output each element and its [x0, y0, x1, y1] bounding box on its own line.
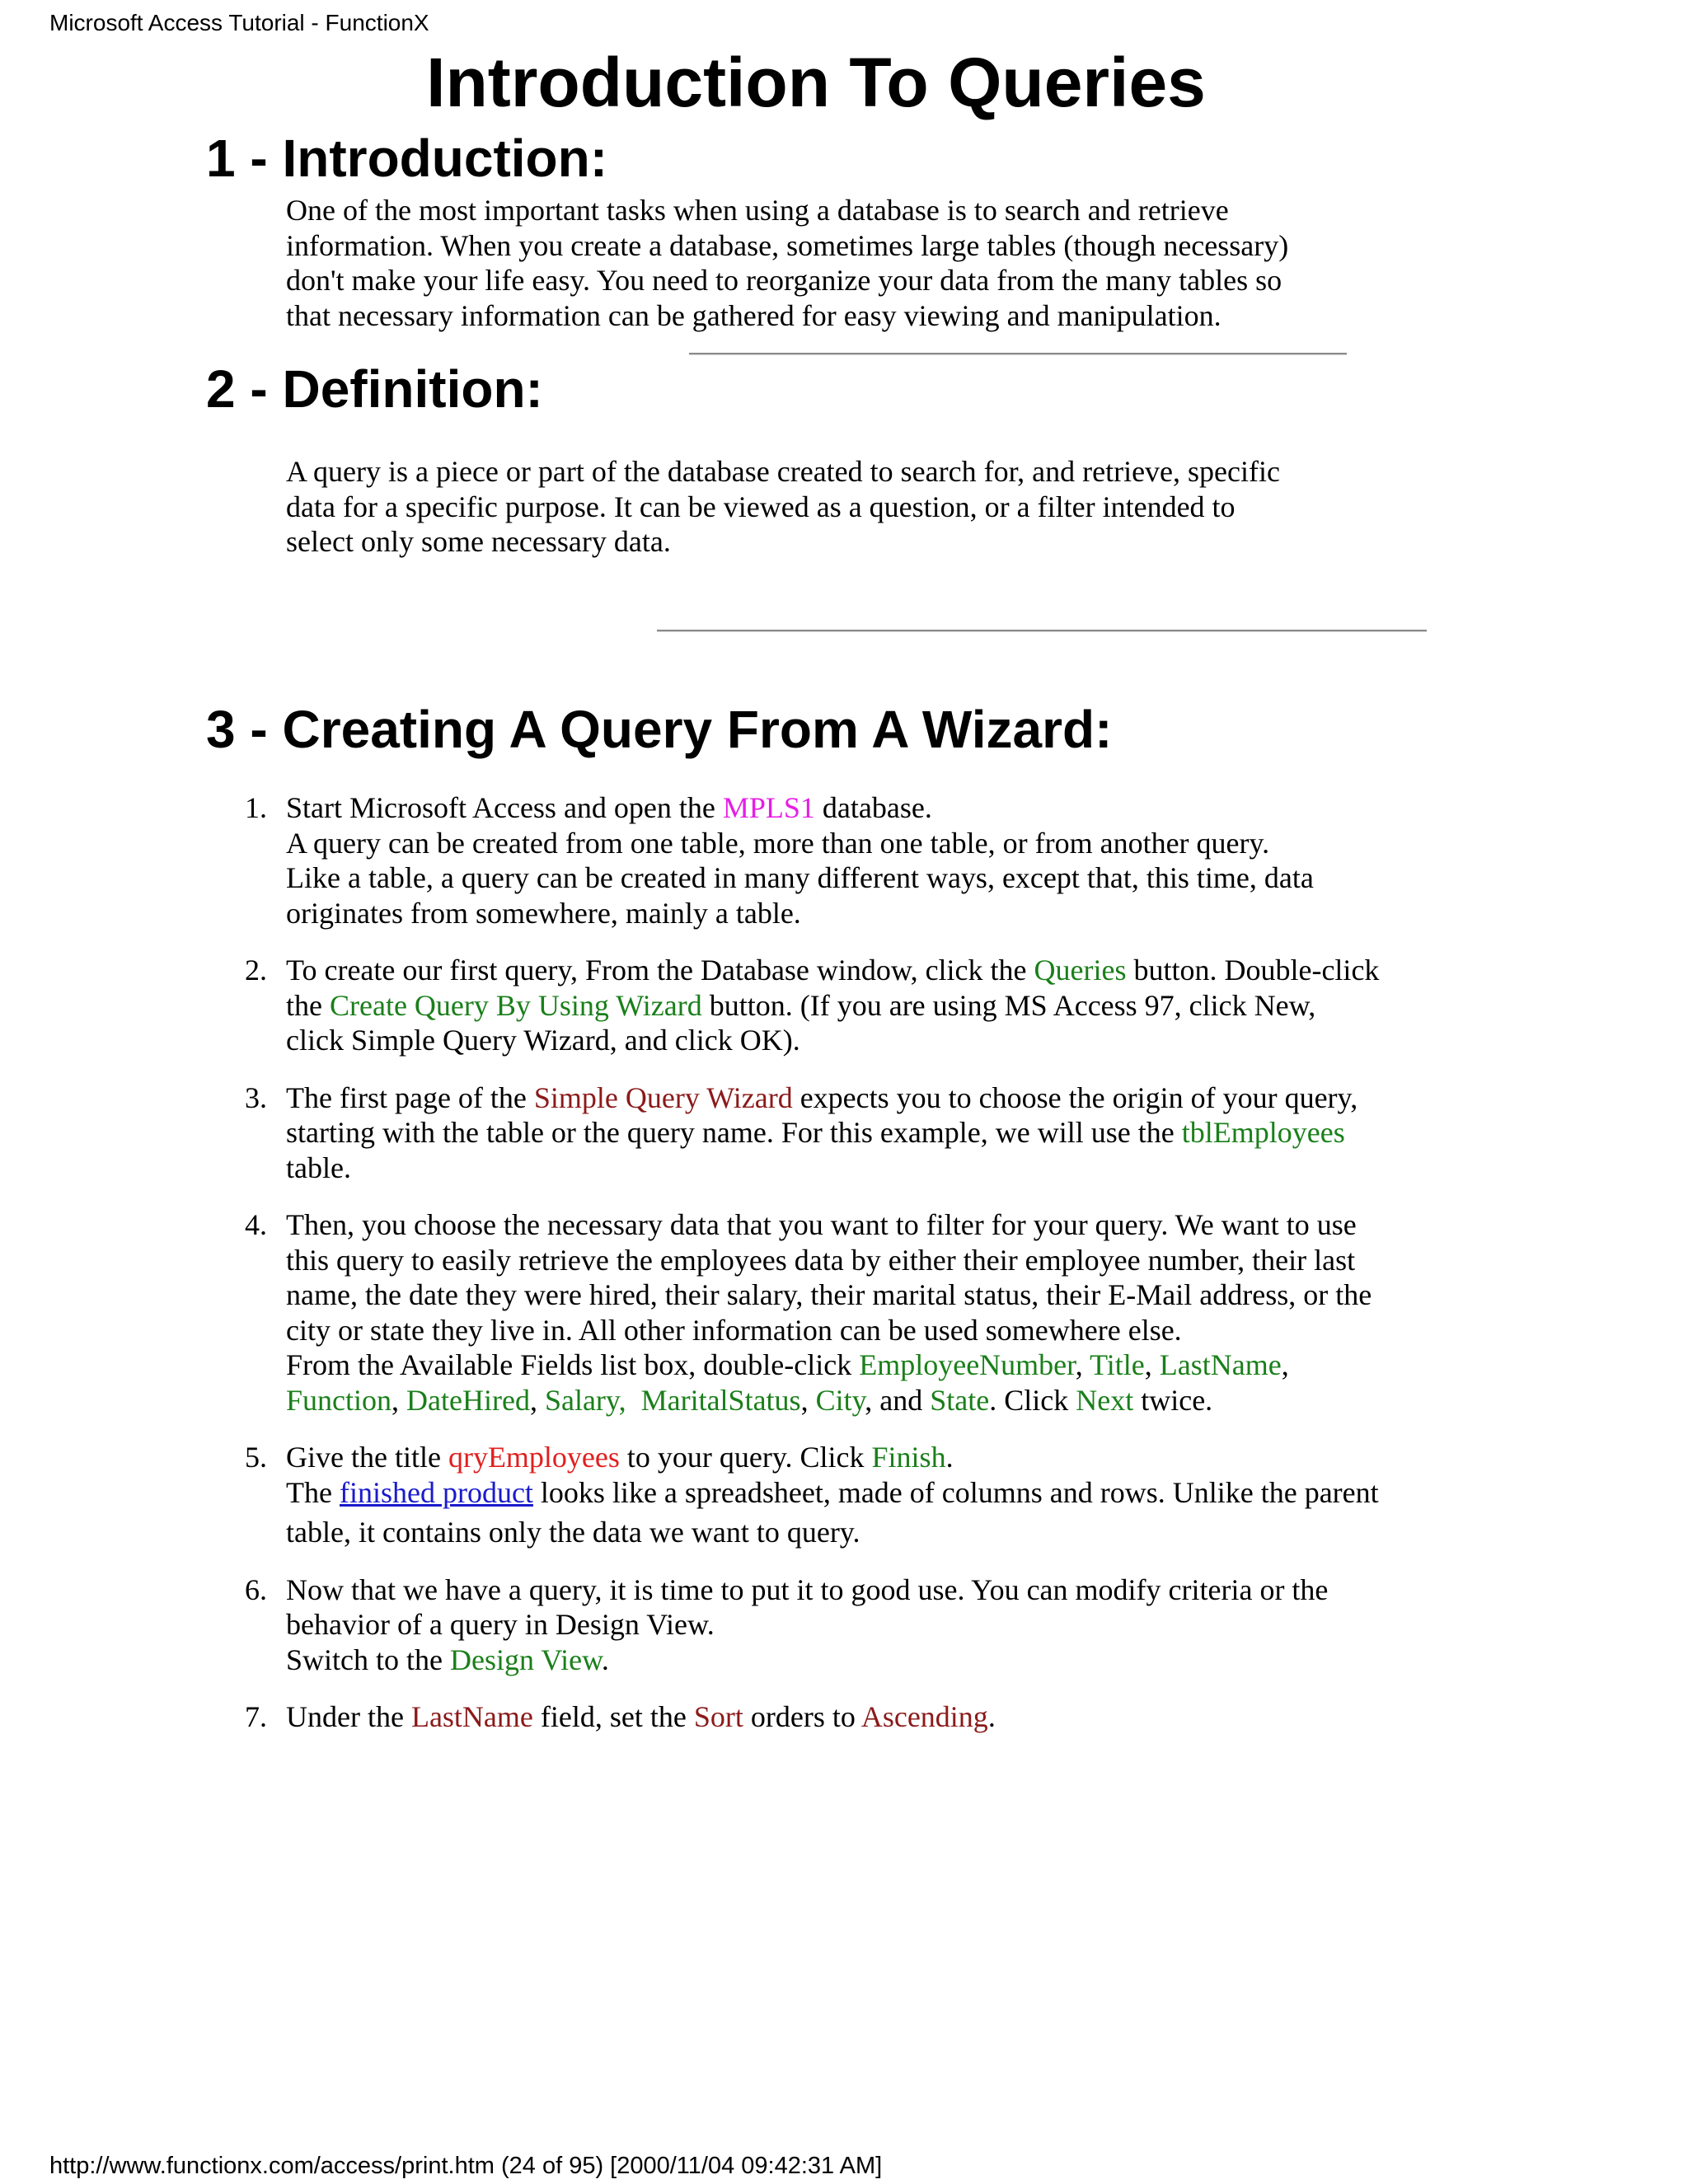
list-item [245, 1080, 1432, 1186]
introduction-paragraph [286, 193, 1432, 333]
definition-line: A query is a piece or part of the database created to search for, and retrieve, specific [286, 455, 1280, 488]
step-text: , [1281, 1348, 1289, 1381]
step-line: this query to easily retrieve the employees data by either their employee number, their last [286, 1243, 1356, 1277]
intro-line: that necessary information can be gathered for easy viewing and manipulation. [286, 298, 1221, 332]
list-item [245, 790, 1432, 930]
definition-line: data for a specific purpose. It can be viewed as a question, or a filter intended to [286, 490, 1236, 523]
list-item [245, 1699, 1432, 1735]
section-heading-introduction: 1 - Introduction: [206, 129, 608, 188]
step-text: The first page of the [286, 1080, 534, 1114]
step-text: starting with the table or the query name. For this example, we will use the [286, 1116, 1182, 1149]
ui-term-design-view: Design View [449, 1643, 602, 1676]
step-line: table, it contains only the data we want to query. [286, 1516, 860, 1549]
step-text: button. (If you are using MS Access 97, click New, [701, 988, 1316, 1022]
step-number: 1. [245, 791, 267, 824]
step-line [286, 790, 1432, 826]
step-text: button. Double-click [1126, 954, 1380, 987]
step-text: to your query. Click [619, 1441, 872, 1474]
step-line: Now that we have a query, it is time to put it to good use. You can modify criteria or the [286, 1572, 1329, 1606]
window-title: Microsoft Access Tutorial - FunctionX [49, 10, 429, 35]
step-text: , [1075, 1348, 1090, 1381]
list-item [245, 1207, 1432, 1418]
ui-term-queries: Queries [1034, 954, 1127, 987]
step-text: , [800, 1383, 816, 1417]
step-line: Like a table, a query can be created in many different ways, except that, this time, data [286, 861, 1314, 894]
step-text: looks like a spreadsheet, made of columns and rows. Unlike the parent [532, 1475, 1379, 1509]
intro-line: information. When you create a database, sometimes large tables (though necessary) [286, 228, 1289, 262]
section-heading-wizard: 3 - Creating A Query From A Wizard: [206, 700, 1113, 759]
intro-line: One of the most important tasks when using a database is to search and retrieve [286, 194, 1229, 227]
step-text: expects you to choose the origin of your query, [792, 1080, 1358, 1114]
step-line: A query can be created from one table, more than one table, or from another query. [286, 826, 1270, 860]
field-name: LastName [410, 1700, 533, 1733]
field-name: State [930, 1383, 990, 1417]
ui-term-sort: Sort [693, 1700, 743, 1733]
list-item [245, 1572, 1432, 1678]
step-text: , [529, 1383, 545, 1417]
step-number: 3. [245, 1080, 267, 1114]
ui-term-simple-query-wizard: Simple Query Wizard [533, 1080, 793, 1114]
step-line [286, 1347, 1432, 1383]
definition-line: select only some necessary data. [286, 525, 671, 558]
field-name: EmployeeNumber [859, 1348, 1076, 1381]
ui-term-create-query: Create Query By Using Wizard [329, 988, 702, 1022]
step-text: the [286, 988, 330, 1022]
section-heading-definition: 2 - Definition: [206, 359, 543, 419]
step-line: table. [286, 1151, 351, 1184]
list-item [245, 953, 1432, 1058]
finished-product-link[interactable]: finished product [339, 1475, 533, 1509]
step-text: field, set the [532, 1700, 694, 1733]
horizontal-rule [689, 353, 1347, 355]
step-line [286, 1440, 1432, 1475]
wizard-steps-list [245, 790, 1432, 1757]
intro-line: don't make your life easy. You need to reorganize your data from the many tables so [286, 264, 1282, 297]
query-name: qryEmployees [448, 1441, 620, 1474]
step-text: From the Available Fields list box, double-click [286, 1348, 860, 1381]
step-text: . [945, 1441, 954, 1474]
step-text: . [987, 1700, 996, 1733]
ui-term-ascending: Ascending [860, 1700, 988, 1733]
step-text: To create our first query, From the Database window, click the [286, 954, 1034, 987]
step-line [286, 1080, 1432, 1116]
step-text: Under the [286, 1700, 411, 1733]
field-name: Salary, [544, 1383, 626, 1417]
step-text: . Click [989, 1383, 1076, 1417]
step-number: 4. [245, 1208, 267, 1241]
horizontal-rule [657, 630, 1427, 632]
page-footer-url: http://www.functionx.com/access/print.htm (24 of 95) [2000/11/04 09:42:31 AM] [49, 2153, 883, 2179]
field-name: MaritalStatus [640, 1383, 801, 1417]
ui-term-finish: Finish [871, 1441, 946, 1474]
step-text: , and [865, 1383, 931, 1417]
field-name: City [815, 1383, 865, 1417]
step-text [626, 1384, 641, 1417]
step-number: 5. [245, 1441, 267, 1474]
step-line: click Simple Query Wizard, and click OK). [286, 1024, 800, 1057]
step-line [286, 988, 1432, 1024]
step-line [286, 953, 1432, 988]
page-title: Introduction To Queries [426, 44, 1206, 121]
field-name: DateHired [406, 1383, 530, 1417]
step-number: 2. [245, 954, 267, 987]
definition-paragraph [286, 454, 1432, 560]
database-name: MPLS1 [722, 791, 815, 824]
step-line [286, 1115, 1432, 1151]
list-item [245, 1440, 1432, 1550]
step-text: twice. [1133, 1383, 1213, 1417]
step-text: , [392, 1383, 407, 1417]
step-line [286, 1383, 1432, 1418]
step-line: originates from somewhere, mainly a table. [286, 896, 801, 930]
step-number: 6. [245, 1572, 267, 1606]
step-line: name, the date they were hired, their salary, their marital status, their E-Mail address, or the [286, 1278, 1372, 1311]
step-text: Start Microsoft Access and open the [286, 791, 723, 824]
ui-term-tbl-employees: tblEmployees [1181, 1116, 1345, 1149]
step-number: 7. [245, 1700, 267, 1733]
step-line [286, 1475, 1432, 1511]
field-name: Title [1090, 1348, 1145, 1381]
step-text: Give the title [286, 1441, 448, 1474]
step-text: . [601, 1643, 609, 1676]
ui-term-next: Next [1076, 1383, 1134, 1417]
field-name: LastName [1159, 1348, 1282, 1381]
step-text: The [286, 1475, 340, 1509]
step-line: Then, you choose the necessary data that you want to filter for your query. We want to use [286, 1208, 1357, 1241]
field-name: Function [286, 1383, 392, 1417]
step-text: Switch to the [286, 1643, 450, 1676]
step-line [286, 1699, 1432, 1735]
step-text: orders to [743, 1700, 861, 1733]
step-text: database. [814, 791, 932, 824]
step-text: , [1144, 1348, 1160, 1381]
step-line: behavior of a query in Design View. [286, 1608, 715, 1641]
step-line: city or state they live in. All other information can be used somewhere else. [286, 1313, 1182, 1347]
step-line [286, 1643, 1432, 1678]
